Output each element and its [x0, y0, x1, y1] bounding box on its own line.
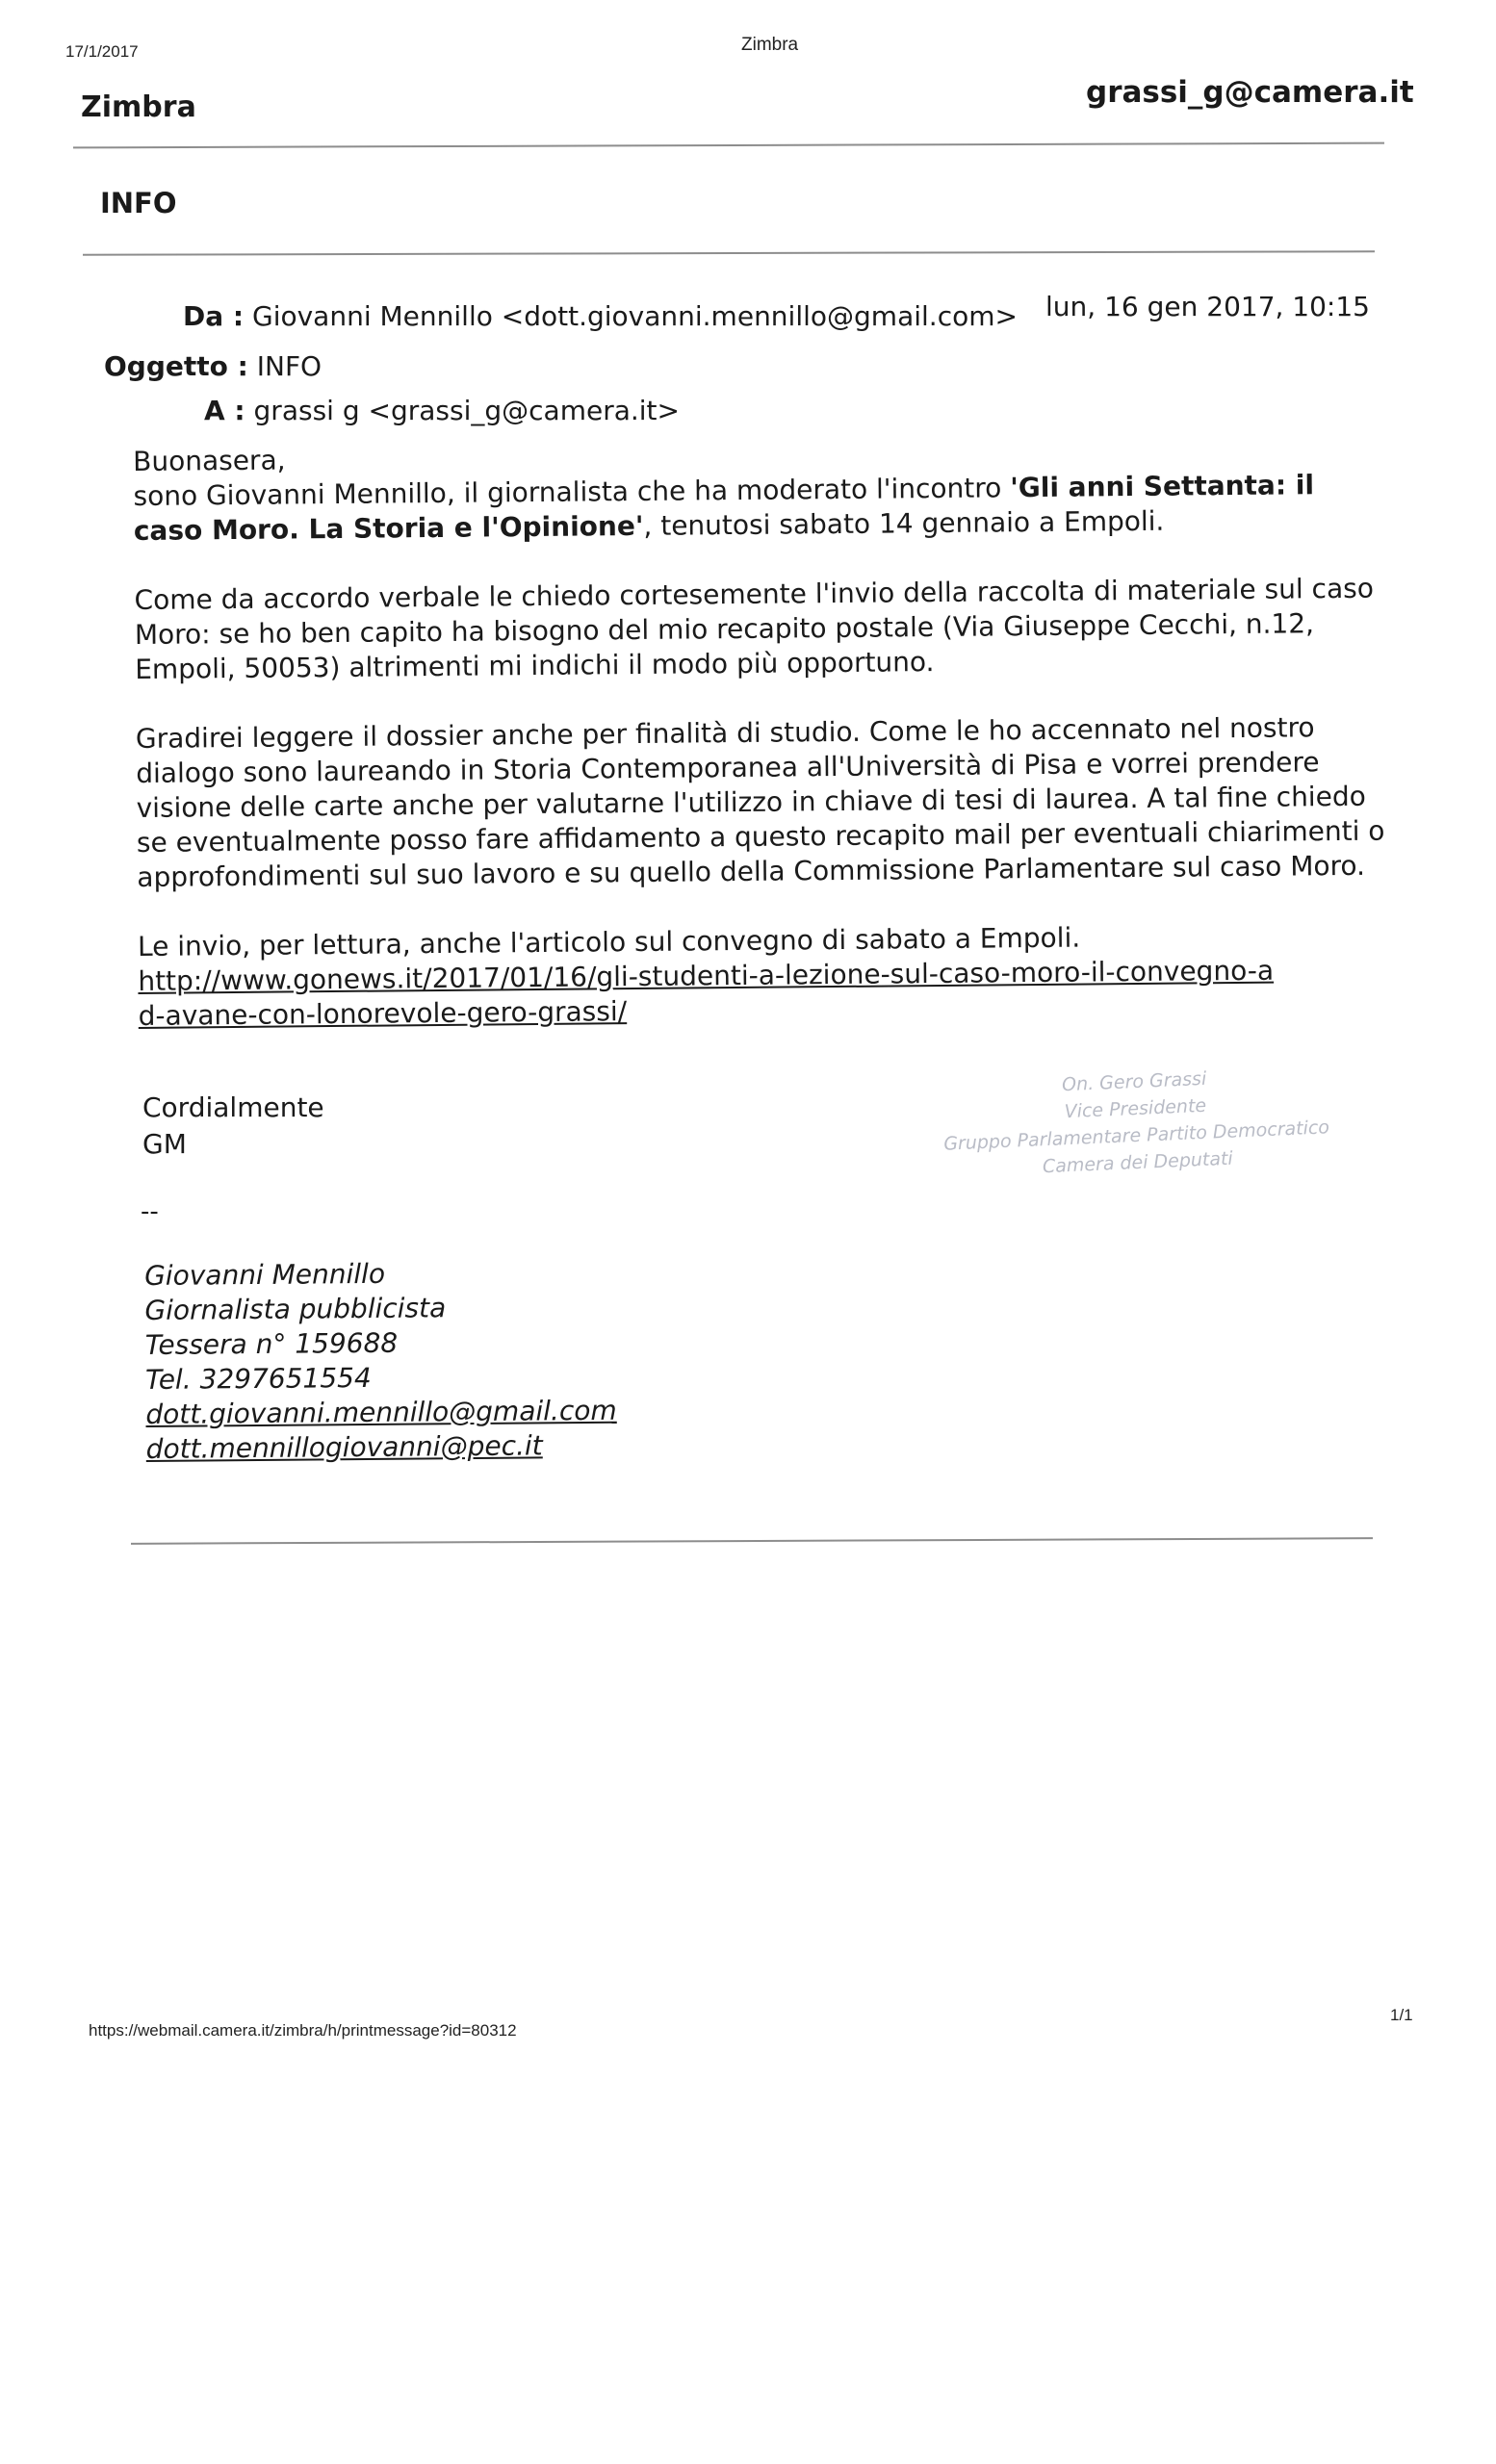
subject-field — [104, 350, 322, 382]
subject-value: INFO — [256, 350, 322, 382]
initials: GM — [142, 1128, 187, 1160]
header-divider — [73, 142, 1384, 149]
app-name: Zimbra — [81, 90, 196, 124]
signature-separator: -- — [141, 1197, 159, 1226]
closing-text: Cordialmente — [142, 1091, 324, 1123]
article-intro: Le invio, per lettura, anche l'articolo sul convegno di sabato a Empoli. — [137, 921, 1081, 962]
closing-block — [142, 1090, 324, 1163]
paragraph-intro — [133, 468, 1385, 549]
from-field — [183, 300, 1018, 332]
page-number: 1/1 — [1390, 2006, 1413, 2024]
to-label: A : — [204, 395, 245, 426]
to-field — [204, 395, 680, 426]
account-email: grassi_g@camera.it — [1086, 75, 1414, 110]
footer-url: https://webmail.camera.it/zimbra/h/printmessage?id=80312 — [89, 2021, 517, 2040]
subject-divider — [83, 250, 1375, 256]
event-title: 'Gli anni Settanta: il caso Moro. La Storia e l'Opinione' — [133, 469, 1315, 547]
message-end-divider — [131, 1537, 1373, 1545]
greeting: Buonasera, — [133, 444, 286, 477]
intro-text: sono Giovanni Mennillo, il giornalista che ha moderato l'incontro — [133, 472, 1011, 512]
paragraph-article — [138, 917, 1390, 1033]
signature-email-link[interactable]: dott.giovanni.mennillo@gmail.com — [145, 1394, 617, 1430]
stamp-line-role: Vice Presidente — [1064, 1094, 1207, 1123]
print-title: Zimbra — [741, 35, 799, 55]
signature-pec-link[interactable]: dott.mennillogiovanni@pec.it — [145, 1429, 543, 1465]
message-date: lun, 16 gen 2017, 10:15 — [1045, 291, 1370, 322]
signature-phone: Tel. 3297651554 — [144, 1361, 372, 1396]
paragraph-study: Gradirei leggere il dossier anche per finalità di studio. Come le ho accennato nel nostro dialogo sono laureando in Storia Contemporanea all'Università di Pisa e vorrei prendere visione delle carte anche per valutarne l'utilizzo in chiave di tesi di laurea. A tal fine chiedo se eventualmente posso fare affidamento a questo recapito mail per eventuali chiarimenti o approfondimenti sul suo lavoro e su quello della Commissione Parlamentare sul caso Moro. — [135, 711, 1385, 893]
subject-label: Oggetto : — [104, 350, 248, 382]
from-label: Da : — [183, 300, 245, 332]
to-value: grassi g <grassi_g@camera.it> — [253, 395, 680, 426]
signature-block — [144, 1255, 617, 1467]
message-subject-title: INFO — [100, 187, 177, 219]
paragraph-request: Come da accordo verbale le chiedo cortesemente l'invio della raccolta di materiale sul caso Moro: se ho ben capito ha bisogno del mio recapito postale (Via Giuseppe Cecchi, n.12, Empoli, 50053) altrimenti mi indichi il modo più opportuno. — [134, 572, 1375, 685]
official-stamp — [922, 1059, 1350, 1185]
signature-card: Tessera n° 159688 — [144, 1326, 399, 1361]
signature-role: Giornalista pubblicista — [144, 1292, 447, 1326]
article-link[interactable]: http://www.gonews.it/2017/01/16/gli-studenti-a-lezione-sul-caso-moro-il-convegno-ad-avane-con-lonorevole-gero-grassi/ — [138, 954, 1275, 1032]
stamp-line-group: Gruppo Parlamentare Partito Democratico — [942, 1116, 1330, 1155]
stamp-line-chamber: Camera dei Deputati — [1042, 1147, 1234, 1178]
signature-name: Giovanni Mennillo — [144, 1257, 386, 1292]
print-date: 17/1/2017 — [65, 42, 139, 61]
from-value: Giovanni Mennillo <dott.giovanni.mennillo@gmail.com> — [252, 300, 1018, 332]
message-body — [133, 433, 1390, 1068]
intro-text-end: , tenutosi sabato 14 gennaio a Empoli. — [643, 504, 1165, 542]
stamp-line-name: On. Gero Grassi — [1061, 1067, 1207, 1096]
